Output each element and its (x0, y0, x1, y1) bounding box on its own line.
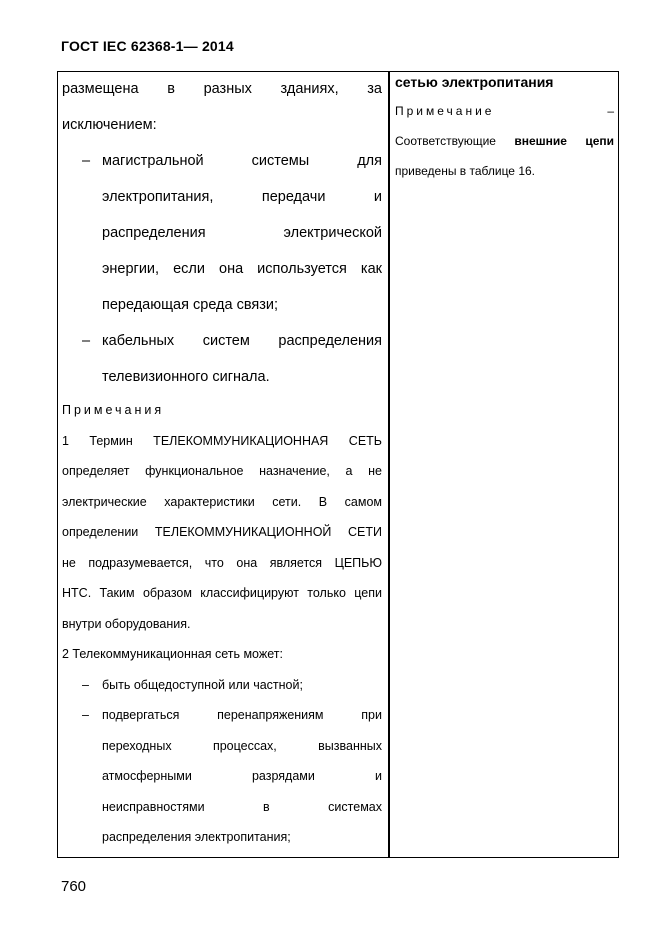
note-dash: – (607, 104, 614, 118)
dash-marker: – (82, 708, 89, 722)
text-line: внутри оборудования. (62, 616, 191, 631)
text-line: НТС. Таким образом классифицируют только цепи (62, 586, 382, 600)
text-line: подвергаться перенапряжениям при (102, 708, 382, 722)
list-item (62, 323, 382, 395)
note-label: Примечание (395, 104, 495, 118)
notes-heading: Примечания (62, 403, 165, 417)
page-number: 760 (61, 878, 87, 895)
text-line: распределения электропитания; (102, 830, 291, 844)
list-item (62, 700, 382, 853)
text-line: энергии, если она используется как (102, 261, 382, 277)
text-span: Соответствующие (395, 134, 515, 148)
dash-marker: – (82, 153, 91, 169)
text-line: приведены в таблице 16. (395, 164, 535, 178)
text-line: определении ТЕЛЕКОММУНИКАЦИОННОЙ СЕТИ (62, 525, 382, 539)
text-line: 1 Термин ТЕЛЕКОММУНИКАЦИОННАЯ СЕТЬ (62, 433, 382, 448)
text-line: определяет функциональное назначение, а не (62, 464, 382, 478)
text-line: переходных процессах, вызванных (102, 738, 382, 753)
dash-marker: – (82, 333, 91, 349)
list-item (62, 143, 382, 323)
text-line: быть общедоступной или частной; (102, 677, 303, 692)
list-item (62, 670, 382, 701)
dash-marker: – (82, 677, 89, 692)
text-line: кабельных систем распределения (102, 333, 382, 349)
column-divider (388, 71, 390, 858)
text-line: неисправностями в системах (102, 799, 382, 814)
document-header: ГОСТ IEC 62368-1— 2014 (61, 38, 234, 54)
text-line: распределения электрической (102, 225, 382, 241)
note-line (395, 96, 614, 126)
left-column (62, 71, 382, 853)
bold-term: внешние цепи (514, 134, 614, 148)
text-line: атмосферными разрядами и (102, 769, 382, 783)
right-column (395, 71, 614, 186)
text-line: 2 Телекоммуникационная сеть может: (62, 647, 283, 661)
right-title: сетью электропитания (395, 74, 554, 90)
text-line: не подразумевается, что она является ЦЕПЬЮ (62, 555, 382, 570)
text-line: электрические характеристики сети. В самом (62, 494, 382, 509)
text-line: магистральной системы для (102, 153, 382, 169)
text-line: телевизионного сигнала. (102, 369, 270, 385)
text-line: размещена в разных зданиях, за (62, 81, 382, 97)
text-line: передающая среда связи; (102, 297, 279, 313)
text-line: электропитания, передачи и (102, 189, 382, 205)
text-line (395, 126, 614, 156)
text-line: исключением: (62, 117, 157, 133)
